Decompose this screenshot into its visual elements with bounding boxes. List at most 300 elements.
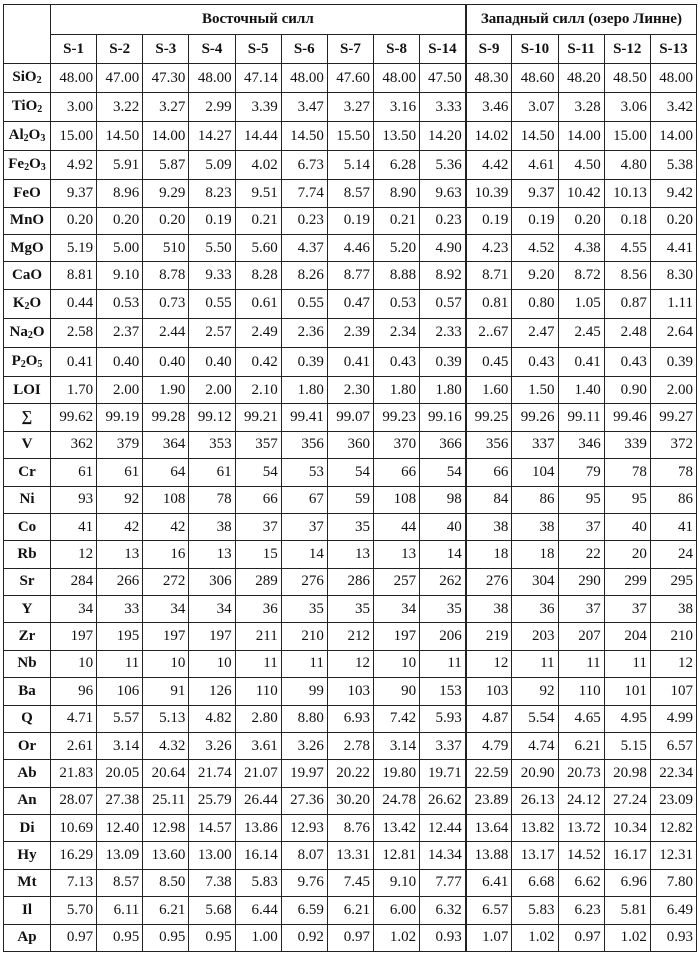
- table-cell: 1.50: [512, 377, 558, 404]
- table-cell: 25.11: [143, 787, 189, 814]
- table-cell: 48.00: [189, 64, 235, 93]
- table-cell: 0.20: [558, 207, 604, 234]
- table-cell: 5.81: [604, 897, 650, 924]
- table-cell: 54: [327, 459, 373, 486]
- table-cell: 16: [143, 541, 189, 568]
- table-cell: 197: [143, 623, 189, 650]
- table-cell: 12: [51, 541, 97, 568]
- table-cell: 299: [604, 568, 650, 595]
- table-row: [4, 93, 697, 122]
- table-cell: 53: [281, 459, 327, 486]
- table-cell: 0.21: [373, 207, 419, 234]
- table-cell: 9.37: [51, 180, 97, 207]
- table-cell: 19.80: [373, 760, 419, 787]
- table-cell: 8.90: [373, 180, 419, 207]
- row-label: [4, 404, 51, 431]
- row-label: [4, 650, 51, 677]
- table-row: [4, 151, 697, 180]
- table-cell: 126: [189, 678, 235, 705]
- table-cell: 2.48: [604, 318, 650, 347]
- table-cell: 4.37: [281, 235, 327, 262]
- row-label: [4, 318, 51, 347]
- table-cell: 5.91: [97, 151, 143, 180]
- row-label: [4, 122, 51, 151]
- table-cell: 21.83: [51, 760, 97, 787]
- table-cell: 0.43: [373, 347, 419, 376]
- table-cell: 2.30: [327, 377, 373, 404]
- row-label-text: FeO: [13, 185, 41, 201]
- table-cell: 0.55: [281, 289, 327, 318]
- table-cell: 20: [604, 541, 650, 568]
- table-cell: 99: [281, 678, 327, 705]
- table-cell: 360: [327, 431, 373, 458]
- table-cell: 356: [281, 431, 327, 458]
- table-row: [4, 732, 697, 759]
- table-cell: 0.18: [604, 207, 650, 234]
- table-cell: 8.88: [373, 262, 419, 289]
- table-row: [4, 262, 697, 289]
- table-cell: 22: [558, 541, 604, 568]
- table-cell: 19.97: [281, 760, 327, 787]
- table-cell: 6.59: [281, 897, 327, 924]
- table-cell: 108: [143, 486, 189, 513]
- table-cell: 8.28: [235, 262, 281, 289]
- table-cell: 366: [420, 431, 466, 458]
- table-cell: 40: [604, 513, 650, 540]
- table-cell: 2.34: [373, 318, 419, 347]
- table-cell: 14.34: [420, 842, 466, 869]
- table-cell: 6.49: [650, 897, 696, 924]
- table-cell: 6.93: [327, 705, 373, 732]
- group-header-row: [4, 5, 697, 35]
- table-cell: 48.50: [604, 64, 650, 93]
- row-label: [4, 513, 51, 540]
- group-east-header: Восточный силл: [51, 5, 466, 35]
- row-label-text: Ni: [19, 491, 35, 508]
- table-cell: 6.62: [558, 869, 604, 896]
- table-cell: 86: [650, 486, 696, 513]
- table-cell: 0.40: [143, 347, 189, 376]
- table-cell: 1.11: [650, 289, 696, 318]
- table-cell: 14: [420, 541, 466, 568]
- table-cell: 14: [281, 541, 327, 568]
- table-cell: 276: [466, 568, 512, 595]
- table-cell: 99.27: [650, 404, 696, 431]
- row-label-text: Cr: [18, 463, 36, 480]
- table-cell: 12.40: [97, 815, 143, 842]
- table-cell: 3.27: [327, 93, 373, 122]
- row-label-text: Nb: [17, 655, 37, 672]
- table-cell: 5.19: [51, 235, 97, 262]
- row-label-text: Na: [9, 323, 28, 340]
- table-cell: 0.90: [604, 377, 650, 404]
- row-label: [4, 262, 51, 289]
- table-cell: 9.10: [373, 869, 419, 896]
- table-cell: 36: [512, 596, 558, 623]
- table-cell: 6.21: [143, 897, 189, 924]
- table-cell: 4.38: [558, 235, 604, 262]
- table-cell: 2.33: [420, 318, 466, 347]
- table-cell: 36: [235, 596, 281, 623]
- table-row: [4, 486, 697, 513]
- table-cell: 99.62: [51, 404, 97, 431]
- row-label-subscript: 3: [40, 133, 46, 145]
- table-cell: 11: [512, 650, 558, 677]
- row-label: [4, 705, 51, 732]
- row-label-subscript: 2: [27, 329, 33, 341]
- table-cell: 13.42: [373, 815, 419, 842]
- table-cell: 41: [650, 513, 696, 540]
- table-cell: 0.47: [327, 289, 373, 318]
- table-cell: 5.54: [512, 705, 558, 732]
- table-cell: 59: [327, 486, 373, 513]
- row-label-text: Al: [8, 127, 24, 144]
- table-row: [4, 289, 697, 318]
- table-cell: 0.73: [143, 289, 189, 318]
- table-cell: 28.07: [51, 787, 97, 814]
- table-cell: 110: [235, 678, 281, 705]
- sample-header: S-8: [373, 35, 419, 64]
- table-cell: 3.06: [604, 93, 650, 122]
- table-cell: 2.00: [97, 377, 143, 404]
- table-cell: 37: [558, 513, 604, 540]
- table-cell: 90: [373, 678, 419, 705]
- table-cell: 103: [327, 678, 373, 705]
- table-cell: 12.31: [650, 842, 696, 869]
- row-label-subscript: 5: [37, 359, 43, 370]
- table-cell: 10.69: [51, 815, 97, 842]
- table-cell: 13.82: [512, 815, 558, 842]
- table-cell: 78: [650, 459, 696, 486]
- table-cell: 1.02: [604, 924, 650, 951]
- table-cell: 9.29: [143, 180, 189, 207]
- table-cell: 266: [97, 568, 143, 595]
- table-cell: 6.11: [97, 897, 143, 924]
- table-cell: 0.97: [51, 924, 97, 951]
- table-cell: 0.40: [97, 347, 143, 376]
- table-cell: 8.78: [143, 262, 189, 289]
- table-cell: 206: [420, 623, 466, 650]
- row-label: [4, 541, 51, 568]
- row-label-text: O: [29, 294, 42, 311]
- table-cell: 47.50: [420, 64, 466, 93]
- table-cell: 1.05: [558, 289, 604, 318]
- row-label-text: O: [29, 156, 41, 173]
- table-cell: 0.21: [235, 207, 281, 234]
- sample-header: S-12: [604, 35, 650, 64]
- table-cell: 14.00: [143, 122, 189, 151]
- table-cell: 0.61: [235, 289, 281, 318]
- table-cell: 99.46: [604, 404, 650, 431]
- table-cell: 99.23: [373, 404, 419, 431]
- table-cell: 4.74: [512, 732, 558, 759]
- table-cell: 54: [420, 459, 466, 486]
- table-cell: 212: [327, 623, 373, 650]
- row-label-subscript: 2: [36, 75, 42, 87]
- table-cell: 13: [373, 541, 419, 568]
- table-cell: 262: [420, 568, 466, 595]
- row-label: [4, 431, 51, 458]
- table-cell: 99.26: [512, 404, 558, 431]
- table-cell: 4.42: [466, 151, 512, 180]
- row-label-subscript: 2: [23, 133, 29, 145]
- table-cell: 2.57: [189, 318, 235, 347]
- table-cell: 103: [466, 678, 512, 705]
- table-cell: 99.12: [189, 404, 235, 431]
- table-cell: 0.87: [604, 289, 650, 318]
- table-cell: 0.95: [97, 924, 143, 951]
- table-cell: 9.10: [97, 262, 143, 289]
- table-cell: 210: [281, 623, 327, 650]
- table-cell: 104: [512, 459, 558, 486]
- table-cell: 35: [420, 596, 466, 623]
- table-cell: 95: [558, 486, 604, 513]
- table-cell: 7.38: [189, 869, 235, 896]
- table-cell: 24.12: [558, 787, 604, 814]
- table-cell: 211: [235, 623, 281, 650]
- table-cell: 0.53: [373, 289, 419, 318]
- table-cell: 48.60: [512, 64, 558, 93]
- table-cell: 0.80: [512, 289, 558, 318]
- table-cell: 5.00: [97, 235, 143, 262]
- table-cell: 47.60: [327, 64, 373, 93]
- table-cell: 5.60: [235, 235, 281, 262]
- table-cell: 4.87: [466, 705, 512, 732]
- table-row: [4, 623, 697, 650]
- table-cell: 1.07: [466, 924, 512, 951]
- table-cell: 6.57: [650, 732, 696, 759]
- table-cell: 0.19: [512, 207, 558, 234]
- row-label-text: ∑: [21, 409, 33, 426]
- table-cell: 7.74: [281, 180, 327, 207]
- table-cell: 197: [189, 623, 235, 650]
- table-cell: 23.09: [650, 787, 696, 814]
- table-cell: 2.37: [97, 318, 143, 347]
- composition-table: [3, 4, 697, 952]
- table-cell: 12.82: [650, 815, 696, 842]
- table-cell: 0.20: [650, 207, 696, 234]
- row-label-text: Rb: [17, 545, 37, 562]
- table-cell: 5.38: [650, 151, 696, 180]
- table-cell: 24.78: [373, 787, 419, 814]
- row-label-text: Fe: [8, 156, 25, 173]
- table-cell: 35: [281, 596, 327, 623]
- table-cell: 3.37: [420, 732, 466, 759]
- table-cell: 20.64: [143, 760, 189, 787]
- row-label-text: O: [28, 127, 41, 144]
- table-cell: 4.71: [51, 705, 97, 732]
- row-label-text: K: [12, 294, 25, 311]
- table-cell: 14.02: [466, 122, 512, 151]
- table-cell: 276: [281, 568, 327, 595]
- row-label-text: O: [25, 353, 38, 369]
- table-cell: 12.81: [373, 842, 419, 869]
- row-label-text: SiO: [12, 69, 37, 86]
- table-cell: 96: [51, 678, 97, 705]
- table-cell: 44: [373, 513, 419, 540]
- row-label: [4, 760, 51, 787]
- table-cell: 7.80: [650, 869, 696, 896]
- table-cell: 295: [650, 568, 696, 595]
- table-cell: 6.57: [466, 897, 512, 924]
- table-cell: 0.97: [327, 924, 373, 951]
- table-cell: 5.13: [143, 705, 189, 732]
- table-cell: 8.92: [420, 262, 466, 289]
- table-cell: 41: [51, 513, 97, 540]
- row-label-text: Sr: [19, 573, 35, 590]
- table-row: [4, 897, 697, 924]
- table-cell: 40: [420, 513, 466, 540]
- row-label-text: Ba: [18, 682, 36, 699]
- table-cell: 15.00: [604, 122, 650, 151]
- table-cell: 9.63: [420, 180, 466, 207]
- table-cell: 0.97: [558, 924, 604, 951]
- table-cell: 0.41: [327, 347, 373, 376]
- table-cell: 34: [373, 596, 419, 623]
- table-cell: 13.09: [97, 842, 143, 869]
- row-label-subscript: 2: [24, 300, 30, 312]
- table-cell: 337: [512, 431, 558, 458]
- table-cell: 1.70: [51, 377, 97, 404]
- table-cell: 0.20: [143, 207, 189, 234]
- table-cell: 24: [650, 541, 696, 568]
- table-cell: 35: [327, 513, 373, 540]
- table-cell: 8.07: [281, 842, 327, 869]
- table-cell: 10.42: [558, 180, 604, 207]
- table-cell: 3.14: [373, 732, 419, 759]
- table-cell: 0.19: [327, 207, 373, 234]
- table-cell: 15.00: [51, 122, 97, 151]
- table-cell: 0.81: [466, 289, 512, 318]
- table-cell: 8.71: [466, 262, 512, 289]
- table-cell: 38: [466, 596, 512, 623]
- table-cell: 1.80: [420, 377, 466, 404]
- table-cell: 0.55: [189, 289, 235, 318]
- table-cell: 37: [558, 596, 604, 623]
- table-cell: 1.60: [466, 377, 512, 404]
- table-cell: 8.72: [558, 262, 604, 289]
- table-row: [4, 787, 697, 814]
- table-cell: 42: [143, 513, 189, 540]
- table-cell: 10: [189, 650, 235, 677]
- table-cell: 4.79: [466, 732, 512, 759]
- table-cell: 4.99: [650, 705, 696, 732]
- sample-header: S-9: [466, 35, 512, 64]
- table-cell: 37: [604, 596, 650, 623]
- table-cell: 48.00: [281, 64, 327, 93]
- table-cell: 3.16: [373, 93, 419, 122]
- row-label-text: Co: [17, 518, 37, 535]
- table-cell: 21.07: [235, 760, 281, 787]
- table-cell: 5.09: [189, 151, 235, 180]
- sample-header: S-2: [97, 35, 143, 64]
- table-cell: 23.89: [466, 787, 512, 814]
- table-cell: 37: [281, 513, 327, 540]
- table-cell: 1.00: [235, 924, 281, 951]
- table-row: [4, 459, 697, 486]
- table-cell: 6.73: [281, 151, 327, 180]
- table-cell: 4.80: [604, 151, 650, 180]
- table-cell: 3.07: [512, 93, 558, 122]
- group-west-header: Западный силл (озеро Линне): [466, 5, 697, 35]
- row-label: [4, 459, 51, 486]
- table-cell: 11: [97, 650, 143, 677]
- table-cell: 3.33: [420, 93, 466, 122]
- table-row: [4, 924, 697, 951]
- table-cell: 5.93: [420, 705, 466, 732]
- table-cell: 3.61: [235, 732, 281, 759]
- table-cell: 5.15: [604, 732, 650, 759]
- sample-header: S-11: [558, 35, 604, 64]
- table-cell: 379: [97, 431, 143, 458]
- table-cell: 15.50: [327, 122, 373, 151]
- table-cell: 12: [466, 650, 512, 677]
- table-cell: 0.45: [466, 347, 512, 376]
- sample-header: S-3: [143, 35, 189, 64]
- table-cell: 92: [97, 486, 143, 513]
- table-cell: 26.13: [512, 787, 558, 814]
- table-cell: 2..67: [466, 318, 512, 347]
- sample-header: S-7: [327, 35, 373, 64]
- table-cell: 5.36: [420, 151, 466, 180]
- table-cell: 48.00: [51, 64, 97, 93]
- table-cell: 5.70: [51, 897, 97, 924]
- row-label: [4, 815, 51, 842]
- row-label-text: Di: [19, 819, 35, 836]
- table-cell: 3.22: [97, 93, 143, 122]
- table-cell: 3.42: [650, 93, 696, 122]
- table-cell: 6.28: [373, 151, 419, 180]
- table-cell: 48.00: [373, 64, 419, 93]
- table-cell: 8.23: [189, 180, 235, 207]
- table-row: [4, 180, 697, 207]
- table-cell: 84: [466, 486, 512, 513]
- row-label: [4, 678, 51, 705]
- table-cell: 1.80: [373, 377, 419, 404]
- row-label-text: P: [11, 353, 21, 369]
- table-cell: 10.39: [466, 180, 512, 207]
- table-cell: 4.46: [327, 235, 373, 262]
- table-cell: 25.79: [189, 787, 235, 814]
- row-label-text: An: [17, 792, 37, 809]
- table-cell: 0.53: [97, 289, 143, 318]
- table-cell: 13.31: [327, 842, 373, 869]
- table-cell: 34: [143, 596, 189, 623]
- table-cell: 1.40: [558, 377, 604, 404]
- table-cell: 0.41: [51, 347, 97, 376]
- table-cell: 372: [650, 431, 696, 458]
- table-cell: 106: [97, 678, 143, 705]
- table-cell: 7.45: [327, 869, 373, 896]
- row-label-text: TiO: [11, 98, 38, 115]
- table-cell: 4.61: [512, 151, 558, 180]
- row-label: [4, 180, 51, 207]
- table-cell: 6.41: [466, 869, 512, 896]
- row-label-text: Hy: [17, 847, 37, 864]
- table-cell: 101: [604, 678, 650, 705]
- row-label: [4, 207, 51, 234]
- row-label-subscript: 2: [24, 162, 30, 174]
- sample-header: S-10: [512, 35, 558, 64]
- row-label: [4, 842, 51, 869]
- row-label: [4, 568, 51, 595]
- table-body: [4, 64, 697, 952]
- table-cell: 21.74: [189, 760, 235, 787]
- table-cell: 362: [51, 431, 97, 458]
- table-cell: 33: [97, 596, 143, 623]
- table-cell: 4.32: [143, 732, 189, 759]
- table-cell: 2.00: [189, 377, 235, 404]
